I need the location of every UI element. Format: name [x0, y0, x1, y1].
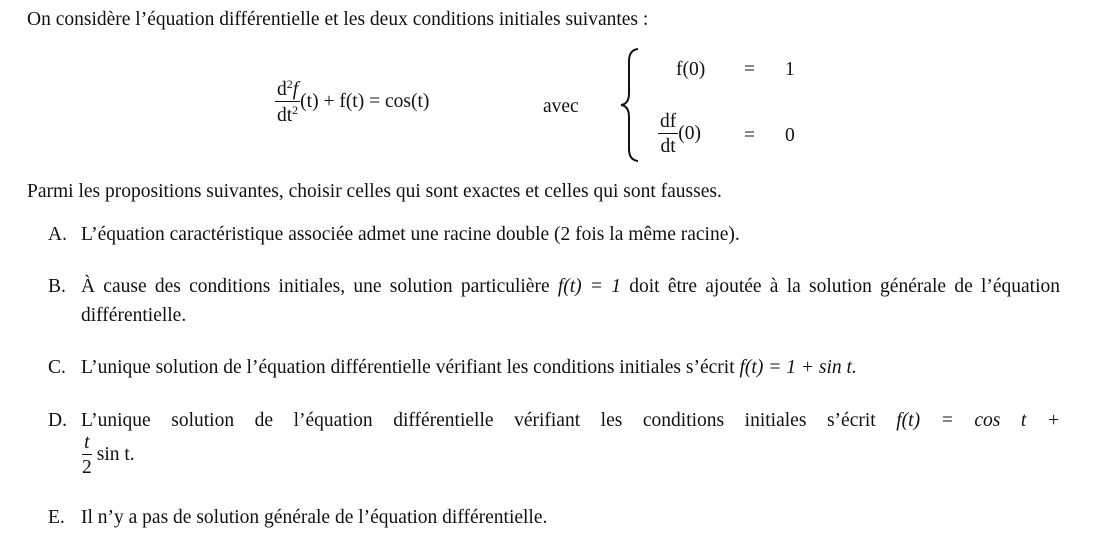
proposition-b: B. À cause des conditions initiales, une solution particulière f(t) = 1 doit être ajoutée à la solution générale de l’équation différentielle.: [48, 276, 1061, 326]
differential-equation: [275, 78, 429, 127]
condition-1-equals: =: [744, 59, 755, 80]
left-brace-icon: [618, 47, 642, 163]
instruction-sentence: Parmi les propositions suivantes, choisir celles qui sont exactes et celles qui sont fausses.: [27, 181, 722, 202]
proposition-d: D. L’unique solution de l’équation différentielle vérifiant les conditions initiales s’écrit f(t) = cos t +: [48, 410, 1061, 431]
intro-sentence: On considère l’équation différentielle et les deux conditions initiales suivantes :: [27, 9, 649, 30]
condition-2-equals: =: [744, 125, 755, 146]
second-derivative-fraction: $\frac{d^2f}{dt^2}$: [277, 77, 299, 127]
t-over-two-fraction: $\frac{t}{2}$: [82, 432, 92, 479]
condition-1-lhs: f(0): [676, 59, 706, 80]
proposition-e: E. Il n’y a pas de solution générale de l’équation différentielle.: [48, 507, 548, 528]
condition-2-lhs: $\frac{df}{dt}$ (0): [660, 111, 701, 158]
proposition-c: C. L’unique solution de l’équation différentielle vérifiant les conditions initiales s’écrit f(t) = 1 + sin t.: [48, 357, 857, 378]
equation-rest: (t) + f(t) = cos(t): [300, 91, 430, 113]
first-derivative-fraction: $\frac{df}{dt}$: [660, 111, 677, 158]
condition-1-rhs: 1: [785, 59, 795, 80]
condition-2-rhs: 0: [785, 125, 795, 146]
proposition-a: A. L’équation caractéristique associée admet une racine double (2 fois la même racine).: [48, 224, 740, 245]
avec-word: avec: [543, 96, 579, 117]
proposition-d-continuation: $\frac{t}{2}$ sin t.: [82, 432, 135, 479]
